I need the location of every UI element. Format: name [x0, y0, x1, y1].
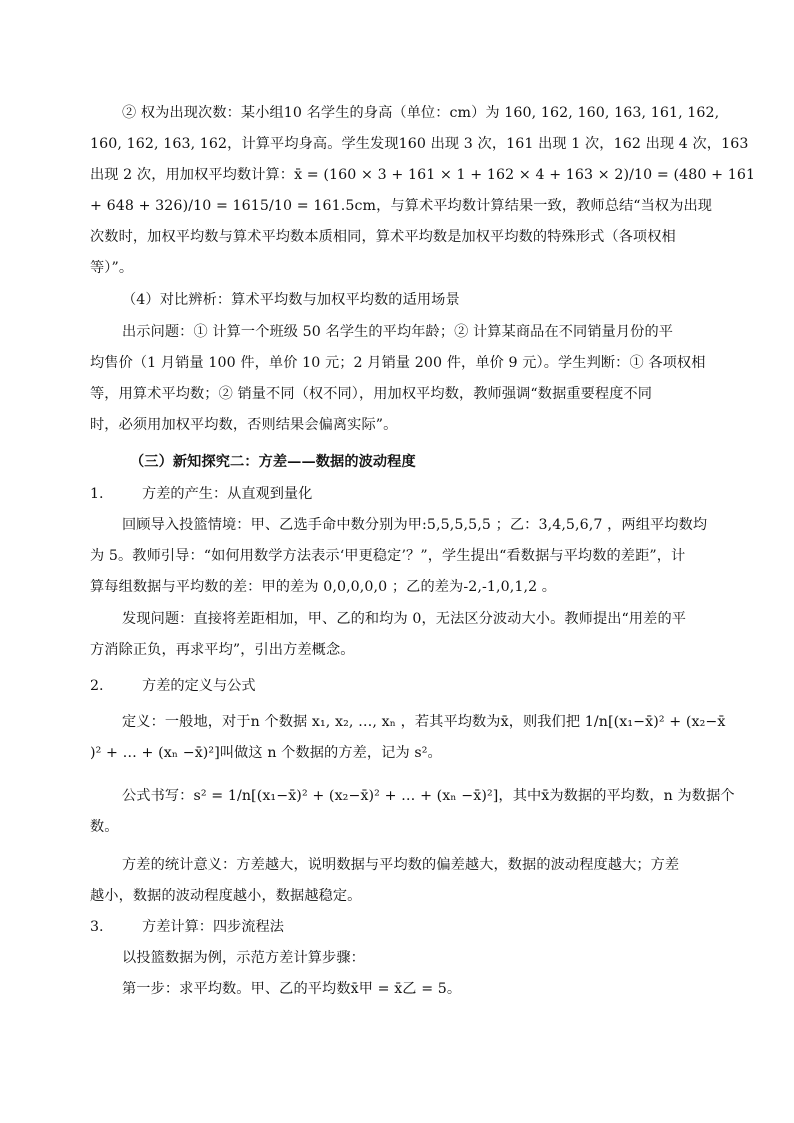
list-item-title: 方差计算：四步流程法	[142, 919, 284, 935]
paragraph-line: )² + … + (xₙ −x̄)²]叫做这 n 个数据的方差，记为 s²。	[90, 745, 442, 761]
paragraph-line: 以投篮数据为例，示范方差计算步骤：	[122, 950, 365, 966]
paragraph-line: 等）”。	[90, 260, 134, 276]
paragraph-line: 方消除正负，再求平均”，引出方差概念。	[90, 642, 355, 658]
list-number: 1.	[90, 486, 104, 502]
paragraph-line: 出示问题：① 计算一个班级 50 名学生的平均年龄；② 计算某商品在不同销量月份的平	[122, 324, 674, 340]
list-number: 2.	[90, 678, 104, 694]
paragraph-line: 时，必须用加权平均数，否则结果会偏离实际”。	[90, 417, 398, 433]
paragraph-line: + 648 + 326)/10 = 1615/10 = 161.5cm，与算术平均数计算结果一致，教师总结“当权为出现	[90, 198, 713, 214]
list-item-title: 方差的产生：从直观到量化	[142, 486, 313, 502]
paragraph-line: 等，用算术平均数；② 销量不同（权不同），用加权平均数，教师强调“数据重要程度不同	[90, 386, 653, 402]
paragraph-line: 均售价（1 月销量 100 件，单价 10 元；2 月销量 200 件，单价 9 元）。学生判断：① 各项权相	[90, 355, 706, 371]
paragraph-line: 第一步：求平均数。甲、乙的平均数x̄甲 = x̄乙 = 5。	[122, 981, 462, 997]
section-subheading: （4）对比辨析：算术平均数与加权平均数的适用场景	[122, 292, 460, 308]
paragraph-line: 算每组数据与平均数的差：甲的差为 0,0,0,0,0 ；乙的差为-2,-1,0,1,2 。	[90, 579, 557, 595]
paragraph-line: 次数时，加权平均数与算术平均数本质相同，算术平均数是加权平均数的特殊形式（各项权相	[90, 229, 676, 245]
section-heading: （三）新知探究二：方差——数据的波动程度	[130, 454, 416, 470]
paragraph-line: ② 权为出现次数：某小组10 名学生的身高（单位：cm）为 160, 162, 160, 163, 161, 162,	[122, 105, 720, 121]
paragraph-line: 方差的统计意义：方差越大，说明数据与平均数的偏差越大，数据的波动程度越大；方差	[122, 857, 680, 873]
list-number: 3.	[90, 919, 104, 935]
paragraph-line: 为 5。教师引导：“如何用数学方法表示‘甲更稳定’？”，学生提出“看数据与平均数的差距”，计	[90, 548, 686, 564]
paragraph-line: 160, 162, 163, 162，计算平均身高。学生发现160 出现 3 次，161 出现 1 次，162 出现 4 次，163	[90, 136, 749, 152]
list-item-title: 方差的定义与公式	[142, 678, 256, 694]
paragraph-line: 定义：一般地，对于n 个数据 x₁, x₂, …, xₙ ，若其平均数为x̄，则我们把 1/n[(x₁−x̄)² + (x₂−x̄	[122, 714, 726, 730]
paragraph-line: 公式书写：s² = 1/n[(x₁−x̄)² + (x₂−x̄)² + … + (xₙ −x̄)²]，其中x̄为数据的平均数，n 为数据个	[122, 788, 735, 804]
paragraph-line: 数。	[90, 819, 119, 835]
paragraph-line: 发现问题：直接将差距相加，甲、乙的和均为 0，无法区分波动大小。教师提出“用差的平	[122, 611, 687, 627]
paragraph-line: 出现 2 次，用加权平均数计算：x̄ = (160 × 3 + 161 × 1 + 162 × 4 + 163 × 2)/10 = (480 + 161	[90, 167, 756, 183]
paragraph-line: 越小，数据的波动程度越小，数据越稳定。	[90, 888, 362, 904]
paragraph-line: 回顾导入投篮情境：甲、乙选手命中数分别为甲:5,5,5,5,5 ；乙：3,4,5,6,7 ，两组平均数均	[122, 517, 708, 533]
